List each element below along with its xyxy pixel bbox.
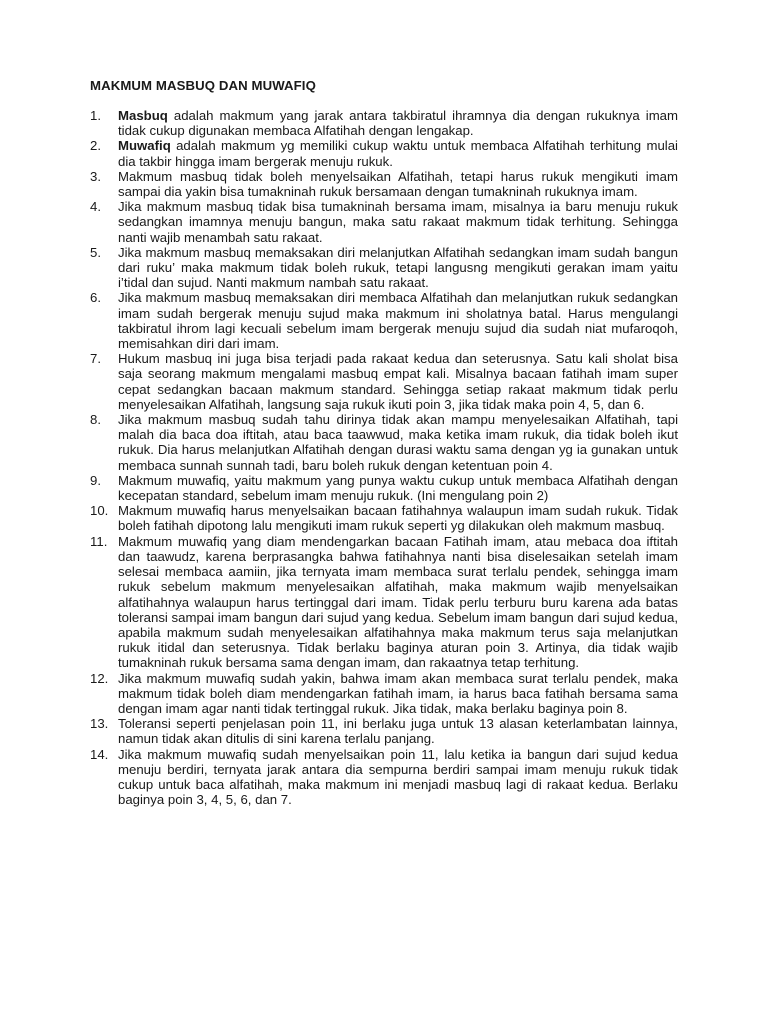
list-item-text: Makmum muwafiq, yaitu makmum yang punya waktu cukup untuk membaca Alfatihah dengan kecepatan standard, sebelum imam menuju rukuk. (Ini mengulang poin 2) [118, 472, 678, 504]
list-item-text: Jika makmum muwafiq sudah menyelsaikan poin 11, lalu ketika ia bangun dari sujud kedua menuju berdiri, ternyata jarak antara dia sempurna berdiri sampai imam menuju rukuk tidak cukup untuk baca alfatihah, maka makmum ini menjadi masbuq lagi di rakaat kedua. Berlaku baginya poin 3, 4, 5, 6, dan 7. [118, 746, 678, 808]
list-item [90, 747, 678, 808]
list-item [90, 503, 678, 533]
document-title: MAKMUM MASBUQ DAN MUWAFIQ [90, 78, 316, 93]
list-item-term: Masbuq [118, 108, 168, 123]
list-item-text: Jika makmum muwafiq sudah yakin, bahwa imam akan membaca surat terlalu pendek, maka makmum tidak boleh diam mendengarkan fatihah imam, ia harus baca fatihah bersama sama dengan imam agar nanti tidak tertinggal rukuk. Jika tidak, maka berlaku baginya poin 8. [118, 670, 678, 716]
list-item-text: Makmum muwafiq yang diam mendengarkan bacaan Fatihah imam, atau mebaca doa iftitah dan taawudz, karena berprasangka bahwa fatihahnya nanti bisa diselesaikan setelah imam selesai membaca aamiin, jika ternyata imam membaca surat terlalu pendek, sehingga imam rukuk sebelum makmum menyelesaikan alfatihah, maka makmum wajib menyelsaikan alfatihahnya walaupun harus tertinggal dari imam. Tidak perlu terburu buru karena ada batas toleransi sampai imam bangun dari sujud yang kedua. Sebelum imam bangun dari sujud kedua, apabila makmum sudah menyelesaikan alfatihahnya maka makmum terus saja melanjutkan rukuk itidal dan seterusnya. Tidak berlaku baginya aturan poin 3. Artinya, dia tidak wajib tumakninah rukuk bersama sama dengan imam, dan rakaatnya tetap terhitung. [118, 533, 678, 671]
list-item [90, 169, 678, 199]
list-item [90, 412, 678, 473]
list-item-text: Jika makmum masbuq memaksakan diri membaca Alfatihah dan melanjutkan rukuk sedangkan imam sudah bergerak menuju sujud maka makmum ini sholatnya batal. Harus mengulangi takbiratul ihrom lagi kecuali sebelum imam bergerak menuju sujud dia sudah niat mufaroqoh, memisahkan diri dari imam. [118, 290, 678, 352]
list-item-text: Jika makmum masbuq memaksakan diri melanjutkan Alfatihah sedangkan imam sudah bangun dari ruku’ maka makmum tidak boleh rukuk, tetapi langusng mengikuti gerakan imam yaitu i’tidal dan sujud. Nanti makmum nambah satu rakaat. [118, 244, 678, 291]
list-item [90, 351, 678, 412]
list-item-number: 2. [90, 138, 101, 154]
list-item-text: Makmum masbuq tidak boleh menyelsaikan Alfatihah, tetapi harus rukuk mengikuti imam sampai dia yakin bisa tumakninah rukuk bersamaan dengan tumakninah rukuknya imam. [118, 168, 678, 200]
list-item-text: Toleransi seperti penjelasan poin 11, ini berlaku juga untuk 13 alasan keterlambatan lainnya, namun tidak akan ditulis di sini karena terlalu panjang. [118, 716, 678, 747]
list-item-number: 5. [90, 244, 101, 260]
list-item-number: 8. [90, 412, 101, 428]
list-item [90, 199, 678, 245]
list-item-number: 12. [90, 670, 109, 686]
list-item-text: Jika makmum masbuq sudah tahu dirinya tidak akan mampu menyelesaikan Alfatihah, tapi malah dia baca doa iftitah, atau baca taawwud, maka ketika imam rukuk, dia tidak boleh ikut rukuk. Dia harus melanjutkan Alfatihah dengan durasi waktu sama dengan yg ia gunakan untuk membaca sunnah sunnah tadi, baru boleh rukuk dengan ketentuan poin 4. [118, 412, 678, 473]
list-item-number: 9. [90, 472, 101, 488]
list-item-text: Makmum muwafiq harus menyelsaikan bacaan fatihahnya walaupun imam sudah rukuk. Tidak boleh fatihah dipotong lalu mengikuti imam rukuk seperti yg dilakukan oleh makmum masbuq. [118, 503, 678, 534]
numbered-list [90, 108, 678, 807]
list-item [90, 245, 678, 291]
list-item [90, 290, 678, 351]
list-item-number: 10. [90, 503, 109, 519]
list-item-text: adalah makmum yang jarak antara takbiratul ihramnya dia dengan rukuknya imam tidak cukup digunakan membaca Alfatihah dengan lengakap. [118, 108, 678, 139]
list-item-number: 6. [90, 290, 101, 306]
list-item-number: 13. [90, 716, 109, 732]
list-item [90, 534, 678, 671]
list-item-number: 7. [90, 351, 101, 367]
list-item-number: 3. [90, 168, 101, 184]
list-item [90, 138, 678, 168]
list-item-text: Jika makmum masbuq tidak bisa tumakninah bersama imam, misalnya ia baru menuju rukuk sedangkan imamnya menuju bangun, maka satu rakaat makmum tidak terhitung. Sehingga nanti wajib menambah satu rakaat. [118, 199, 678, 245]
list-item-term: Muwafiq [118, 138, 171, 154]
list-item [90, 473, 678, 503]
list-item [90, 671, 678, 717]
list-item [90, 716, 678, 746]
list-item-text: Hukum masbuq ini juga bisa terjadi pada rakaat kedua dan seterusnya. Satu kali sholat bisa saja seorang makmum mengalami masbuq empat kali. Misalnya bacaan fatihah imam super cepat sedangkan bacaan makmum standard. Sehingga setiap rakaat makmum tidak perlu menyelesaikan Alfatihah, langsung saja rukuk ikuti poin 3, jika tidak maka poin 4, 5, dan 6. [118, 351, 678, 412]
list-item-number: 14. [90, 746, 109, 762]
list-item-text: adalah makmum yg memiliki cukup waktu untuk membaca Alfatihah terhitung mulai dia takbir hingga imam bergerak menuju rukuk. [118, 138, 678, 169]
list-item-number: 11. [90, 533, 108, 549]
list-item-number: 1. [90, 108, 101, 123]
list-item-number: 4. [90, 199, 101, 215]
list-item [90, 108, 678, 138]
